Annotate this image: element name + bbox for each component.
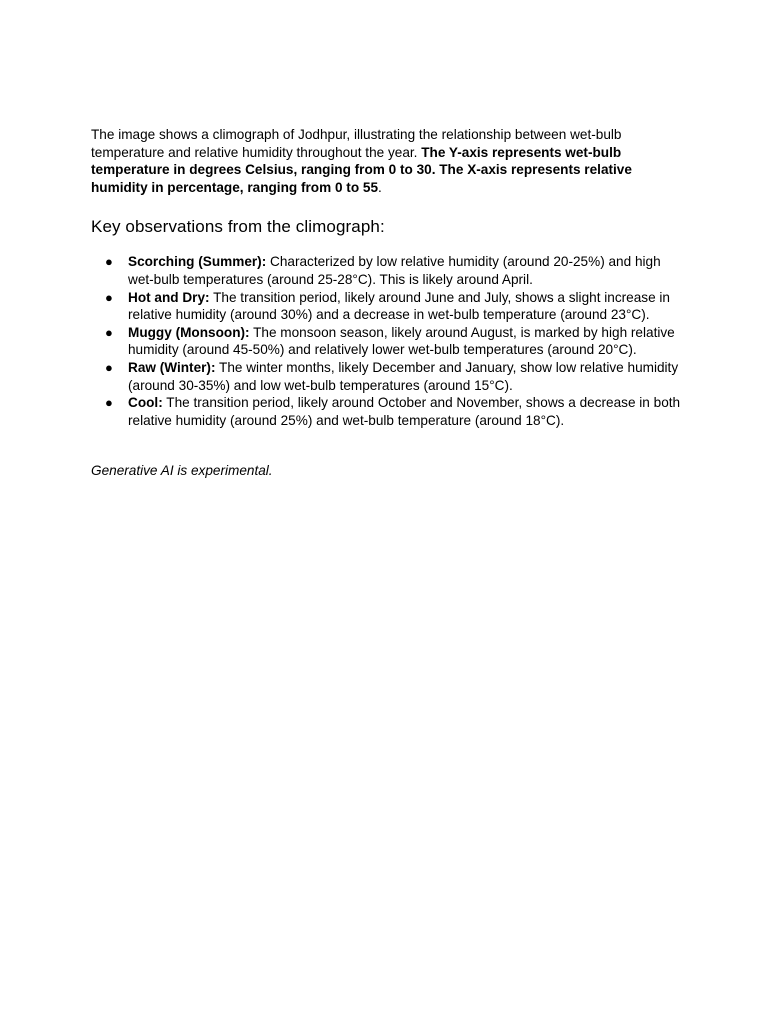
observation-term: Muggy (Monsoon): <box>128 324 250 340</box>
observations-list <box>91 253 681 429</box>
observation-term: Hot and Dry: <box>128 289 210 305</box>
observation-text: The transition period, likely around October and November, shows a decrease in both relative humidity (around 25%) and wet-bulb temperature (around 18°C). <box>128 395 681 428</box>
intro-paragraph <box>91 126 681 196</box>
observation-item-scorching <box>91 253 681 288</box>
bullet-icon: ● <box>105 254 113 270</box>
bullet-icon: ● <box>105 395 113 411</box>
intro-plain-text: The image shows a climograph of Jodhpur, illustrating the relationship between wet-bulb temperature and relative humidity throughout the year. <box>91 127 622 160</box>
intro-bold-text: The Y-axis represents wet-bulb temperature in degrees Celsius, ranging from 0 to 30. The X-axis represents relative humidity in percentage, ranging from 0 to 55 <box>91 144 632 195</box>
document-page <box>91 126 681 480</box>
observation-text: The winter months, likely December and January, show low relative humidity (around 30-35%) and low wet-bulb temperatures (around 15°C). <box>128 359 679 393</box>
bullet-icon: ● <box>105 289 113 305</box>
intro-tail-text: . <box>378 179 382 195</box>
observation-text: Characterized by low relative humidity (around 20-25%) and high wet-bulb temperatures (around 25-28°C). This is likely around April. <box>128 254 661 287</box>
bullet-icon: ● <box>105 324 113 340</box>
section-heading: Key observations from the climograph: <box>91 217 385 237</box>
observation-text: The monsoon season, likely around August, is marked by high relative humidity (around 45-50%) and relatively lower wet-bulb temperatures (around 20°C). <box>128 324 675 358</box>
observation-term: Cool: <box>128 395 163 411</box>
observation-term: Raw (Winter): <box>128 359 216 375</box>
observation-text: The transition period, likely around June and July, shows a slight increase in relative humidity (around 30%) and a decrease in wet-bulb temperature (around 23°C). <box>128 289 670 323</box>
observation-item-hot-and-dry <box>91 289 681 324</box>
observation-item-muggy <box>91 324 681 359</box>
ai-disclaimer: Generative AI is experimental. <box>91 463 273 479</box>
observation-term: Scorching (Summer): <box>128 254 267 270</box>
observation-item-cool <box>91 394 681 429</box>
observation-item-raw <box>91 359 681 394</box>
bullet-icon: ● <box>105 359 113 375</box>
